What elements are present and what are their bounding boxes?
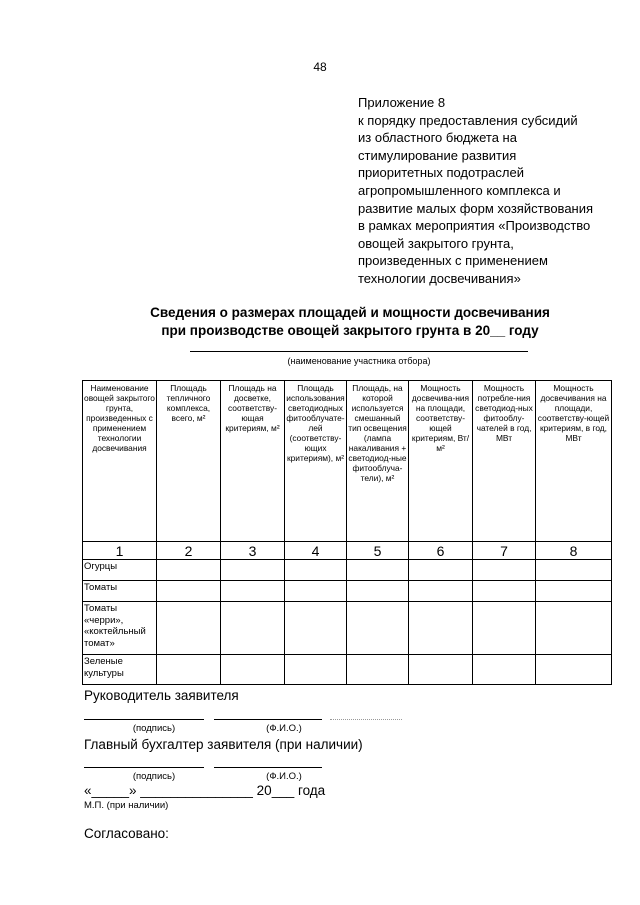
table-cell[interactable] bbox=[536, 655, 612, 685]
head-label: Руководитель заявителя bbox=[84, 688, 239, 703]
title-line-2: при производстве овощей закрытого грунта в 20__ году bbox=[161, 323, 539, 338]
appendix-header bbox=[358, 94, 628, 288]
table-cell[interactable] bbox=[473, 581, 536, 602]
column-header: Площадь на досветке, соответству-ющая критериям, м² bbox=[221, 381, 285, 542]
table-cell[interactable] bbox=[221, 655, 285, 685]
table-row bbox=[83, 560, 612, 581]
column-header: Мощность досвечива-ния на площади, соответству-ющей критериям, Вт/м² bbox=[409, 381, 473, 542]
appendix-line: из областного бюджета на bbox=[358, 130, 517, 146]
column-number: 2 bbox=[157, 542, 221, 560]
table-row bbox=[83, 581, 612, 602]
faint-rule bbox=[330, 719, 402, 720]
column-number: 4 bbox=[285, 542, 347, 560]
accountant-signature-caption: (подпись) bbox=[132, 771, 176, 782]
page-number: 48 bbox=[313, 60, 327, 74]
table-cell[interactable] bbox=[221, 602, 285, 655]
table-cell[interactable] bbox=[285, 655, 347, 685]
participant-caption: (наименование участника отбора) bbox=[287, 356, 431, 366]
appendix-line: агропромышленного комплекса и bbox=[358, 182, 561, 198]
table-cell[interactable] bbox=[221, 560, 285, 581]
accountant-name-line[interactable] bbox=[214, 767, 322, 768]
row-label: Томаты «черри», «коктейльный томат» bbox=[83, 602, 157, 655]
title-line-1: Сведения о размерах площадей и мощности досвечивания bbox=[150, 305, 550, 320]
column-number: 5 bbox=[347, 542, 409, 560]
appendix-line: к порядку предоставления субсидий bbox=[358, 112, 578, 128]
participant-name-line[interactable] bbox=[190, 351, 528, 352]
column-number-row bbox=[83, 542, 612, 560]
column-number: 8 bbox=[536, 542, 612, 560]
table-cell[interactable] bbox=[285, 602, 347, 655]
table-cell[interactable] bbox=[347, 655, 409, 685]
row-label: Зеленые культуры bbox=[83, 655, 157, 685]
table-cell[interactable] bbox=[221, 581, 285, 602]
accountant-label: Главный бухгалтер заявителя (при наличии) bbox=[84, 737, 363, 752]
accountant-signature-line[interactable] bbox=[84, 767, 204, 768]
table-cell[interactable] bbox=[285, 581, 347, 602]
table-cell[interactable] bbox=[409, 560, 473, 581]
table-row bbox=[83, 655, 612, 685]
table-cell[interactable] bbox=[409, 655, 473, 685]
row-label: Огурцы bbox=[83, 560, 157, 581]
table-cell[interactable] bbox=[536, 581, 612, 602]
stamp-note: М.П. (при наличии) bbox=[84, 800, 169, 811]
table-cell[interactable] bbox=[473, 602, 536, 655]
column-header: Наименование овощей закрытого грунта, произведенных с применением технологии досвечивания bbox=[83, 381, 157, 542]
column-header: Мощность досвечивания на площади, соответству-ющей критериям, в год, МВт bbox=[536, 381, 612, 542]
appendix-line: Приложение 8 bbox=[358, 95, 446, 110]
head-name-line[interactable] bbox=[214, 719, 322, 720]
head-signature-line[interactable] bbox=[84, 719, 204, 720]
table-cell[interactable] bbox=[157, 560, 221, 581]
column-header: Площадь использования светодиодных фитооблучате-лей (соответству-ющих критериям), м² bbox=[285, 381, 347, 542]
table-cell[interactable] bbox=[409, 602, 473, 655]
appendix-line: в рамках мероприятия «Производство bbox=[358, 218, 591, 234]
info-table bbox=[82, 380, 612, 685]
row-label: Томаты bbox=[83, 581, 157, 602]
column-number: 7 bbox=[473, 542, 536, 560]
column-number: 1 bbox=[83, 542, 157, 560]
head-signature-caption: (подпись) bbox=[132, 723, 176, 734]
table-cell[interactable] bbox=[347, 560, 409, 581]
appendix-line: развитие малых форм хозяйствования bbox=[358, 200, 594, 216]
table-cell[interactable] bbox=[157, 581, 221, 602]
table-cell[interactable] bbox=[473, 560, 536, 581]
document-title bbox=[60, 304, 640, 340]
appendix-line: технологии досвечивания» bbox=[358, 270, 521, 286]
table-cell[interactable] bbox=[473, 655, 536, 685]
table-cell[interactable] bbox=[409, 581, 473, 602]
table-cell[interactable] bbox=[157, 602, 221, 655]
column-header: Мощность потребле-ния светодиод-ных фитооблу-чателей в год, МВт bbox=[473, 381, 536, 542]
appendix-line: приоритетных подотраслей bbox=[358, 165, 524, 181]
accountant-name-caption: (Ф.И.О.) bbox=[266, 771, 302, 782]
table-cell[interactable] bbox=[157, 655, 221, 685]
table-cell[interactable] bbox=[347, 602, 409, 655]
appendix-line: произведенных с применением bbox=[358, 253, 548, 269]
appendix-line: стимулирование развития bbox=[358, 147, 517, 163]
table-row bbox=[83, 602, 612, 655]
appendix-line: овощей закрытого грунта, bbox=[358, 235, 514, 251]
column-header: Площадь тепличного комплекса, всего, м² bbox=[157, 381, 221, 542]
column-header: Площадь, на которой используется смешанный тип освещения (лампа накаливания + светодиод-ные фитооблуча-тели), м² bbox=[347, 381, 409, 542]
head-name-caption: (Ф.И.О.) bbox=[266, 723, 302, 734]
column-number: 6 bbox=[409, 542, 473, 560]
agreed-label: Согласовано: bbox=[84, 826, 169, 841]
table-header-row bbox=[83, 381, 612, 542]
table-cell[interactable] bbox=[347, 581, 409, 602]
table-cell[interactable] bbox=[285, 560, 347, 581]
date-line[interactable]: «_____» _______________ 20___ года bbox=[84, 783, 326, 798]
table-cell[interactable] bbox=[536, 602, 612, 655]
table-cell[interactable] bbox=[536, 560, 612, 581]
column-number: 3 bbox=[221, 542, 285, 560]
